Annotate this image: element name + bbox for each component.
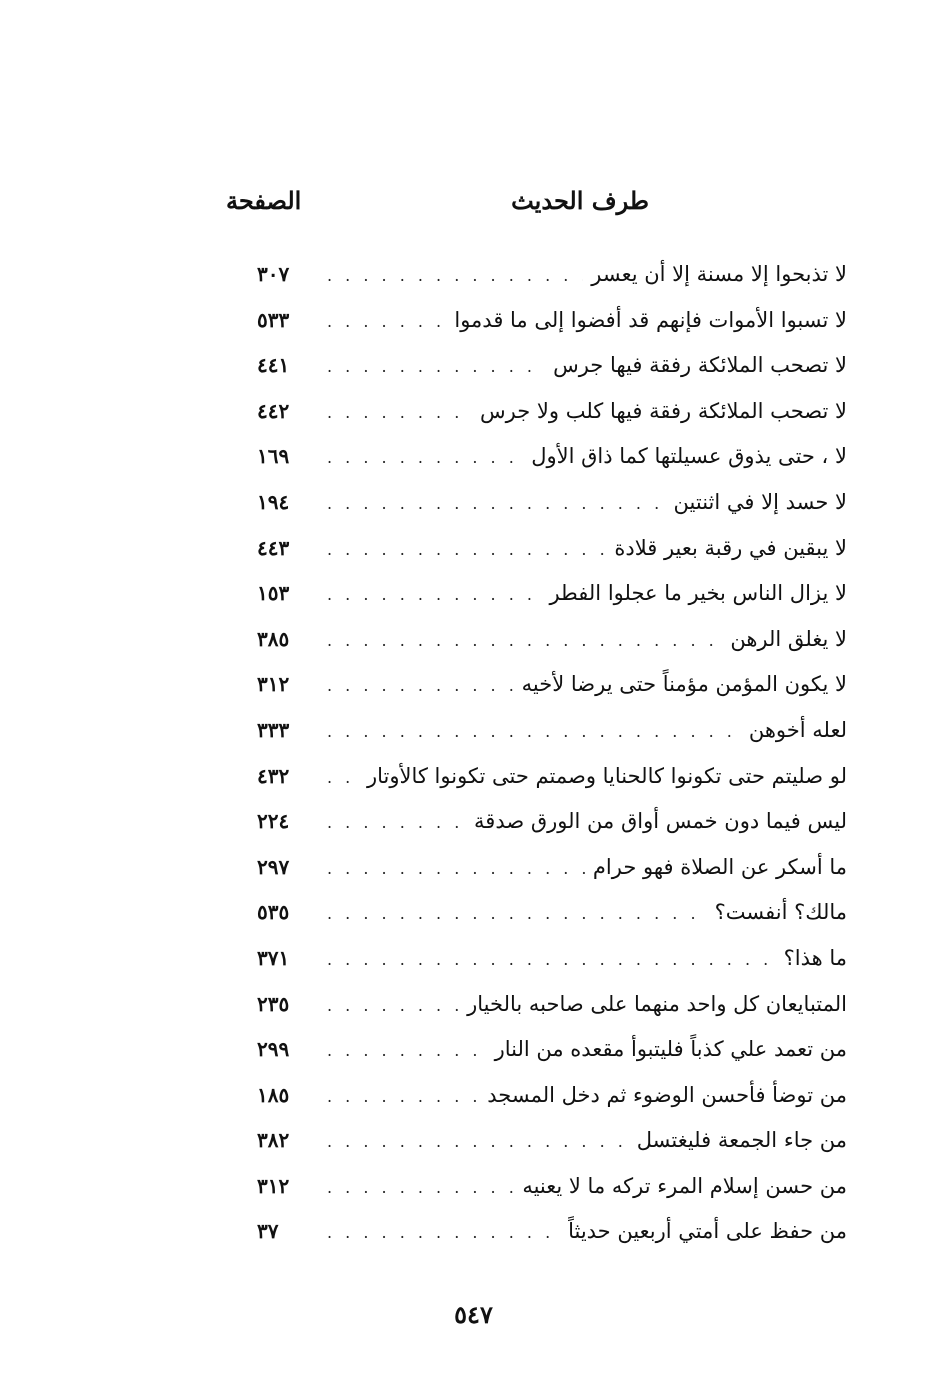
dot-leader bbox=[327, 983, 459, 1029]
hadith-text: من جاء الجمعة فليغتسل bbox=[636, 1128, 847, 1153]
page-column-heading: الصفحة bbox=[226, 186, 302, 215]
index-entry bbox=[257, 1118, 847, 1164]
hadith-text: لو صليتم حتى تكونوا كالحنايا وصمتم حتى تكونوا كالأوتار bbox=[366, 763, 847, 788]
hadith-text: لا يكون المؤمن مؤمناً حتى يرضا لأخيه bbox=[521, 672, 847, 697]
hadith-text: لعله أخوهن bbox=[748, 717, 847, 742]
index-entry bbox=[257, 982, 847, 1028]
dot-leader bbox=[327, 299, 446, 345]
hadith-text: ما أسكر عن الصلاة فهو حرام bbox=[592, 854, 847, 879]
page-reference: ٤٤١ bbox=[257, 353, 290, 378]
dot-leader bbox=[327, 435, 523, 481]
page-reference: ١٩٤ bbox=[257, 489, 290, 514]
hadith-text: من تعمد علي كذباً فليتبوأ مقعده من النار bbox=[494, 1037, 847, 1062]
dot-leader bbox=[327, 618, 722, 664]
dot-leader bbox=[327, 891, 707, 937]
hadith-text: لا حسد إلا في اثنتين bbox=[673, 489, 847, 514]
hadith-text: من توضأ فأحسن الوضوء ثم دخل المسجد bbox=[487, 1082, 847, 1107]
hadith-column-heading: طرف الحديث bbox=[511, 186, 649, 215]
page-reference: ٢٩٧ bbox=[257, 854, 290, 879]
page-reference: ٣٣٣ bbox=[257, 717, 290, 742]
hadith-text: ليس فيما دون خمس أواق من الورق صدقة bbox=[474, 809, 847, 834]
page-reference: ٤٣٢ bbox=[257, 763, 290, 788]
index-entry bbox=[257, 799, 847, 845]
page-reference: ٥٣٣ bbox=[257, 307, 290, 332]
dot-leader bbox=[327, 572, 541, 618]
page-reference: ٤٤٣ bbox=[257, 535, 290, 560]
dot-leader bbox=[327, 846, 585, 892]
page-reference: ٣٨٢ bbox=[257, 1128, 290, 1153]
index-entry bbox=[257, 298, 847, 344]
page-reference: ٢٢٤ bbox=[257, 809, 290, 834]
hadith-text: لا تذبحوا إلا مسنة إلا أن يعسر bbox=[591, 262, 847, 286]
hadith-text: لا تصحب الملائكة رفقة فيها جرس bbox=[553, 353, 847, 378]
hadith-text: لا يغلق الرهن bbox=[730, 626, 847, 651]
page-reference: ٣٠٧ bbox=[257, 262, 290, 286]
index-entry bbox=[257, 1073, 847, 1119]
hadith-text: لا تصحب الملائكة رفقة فيها كلب ولا جرس bbox=[480, 398, 847, 423]
dot-leader bbox=[327, 527, 606, 573]
index-entry bbox=[257, 936, 847, 982]
index-entry bbox=[257, 617, 847, 663]
hadith-text: مالك؟ أنفست؟ bbox=[714, 900, 847, 925]
dot-leader bbox=[327, 709, 741, 755]
dot-leader bbox=[327, 1028, 487, 1074]
index-entry bbox=[257, 1027, 847, 1073]
page-reference: ٣٨٥ bbox=[257, 626, 290, 651]
dot-leader bbox=[327, 663, 514, 709]
index-entry bbox=[257, 1209, 847, 1255]
index-entry bbox=[257, 890, 847, 936]
dot-leader bbox=[327, 1210, 560, 1256]
dot-leader bbox=[327, 253, 583, 299]
index-entry bbox=[257, 845, 847, 891]
index-entry bbox=[257, 662, 847, 708]
index-entry bbox=[257, 343, 847, 389]
dot-leader bbox=[327, 1074, 479, 1120]
index-entry bbox=[257, 571, 847, 617]
page-reference: ٥٣٥ bbox=[257, 900, 290, 925]
dot-leader bbox=[327, 937, 776, 983]
index-entry bbox=[257, 754, 847, 800]
dot-leader bbox=[327, 390, 472, 436]
hadith-text: من حسن إسلام المرء تركه ما لا يعنيه bbox=[522, 1173, 847, 1198]
hadith-text: ما هذا؟ bbox=[783, 945, 847, 970]
hadith-text: المتبايعان كل واحد منهما على صاحبه بالخيار bbox=[467, 991, 847, 1016]
index-entry bbox=[257, 708, 847, 754]
page-reference: ٢٩٩ bbox=[257, 1037, 290, 1062]
hadith-text: لا يبقين في رقبة بعير قلادة bbox=[614, 535, 847, 560]
page-reference: ٤٤٢ bbox=[257, 398, 290, 423]
dot-leader bbox=[327, 481, 666, 527]
hadith-text: لا يزال الناس بخير ما عجلوا الفطر bbox=[549, 581, 847, 606]
dot-leader bbox=[327, 755, 359, 801]
index-header bbox=[100, 186, 847, 226]
hadith-index-list bbox=[257, 252, 847, 1255]
index-entry bbox=[257, 389, 847, 435]
index-entry bbox=[257, 526, 847, 572]
page-reference: ١٦٩ bbox=[257, 444, 290, 469]
page-reference: ٢٣٥ bbox=[257, 991, 290, 1016]
page-reference: ٣١٢ bbox=[257, 672, 290, 697]
index-entry bbox=[257, 1164, 847, 1210]
page-reference: ١٨٥ bbox=[257, 1082, 290, 1107]
hadith-text: لا تسبوا الأموات فإنهم قد أفضوا إلى ما قدموا bbox=[454, 307, 847, 332]
hadith-text: لا ، حتى يذوق عسيلتها كما ذاق الأول bbox=[531, 444, 847, 469]
page-reference: ٣١٢ bbox=[257, 1173, 290, 1198]
dot-leader bbox=[327, 1119, 629, 1165]
index-entry bbox=[257, 480, 847, 526]
page-number: ٥٤٧ bbox=[454, 1300, 493, 1329]
index-entry bbox=[257, 434, 847, 480]
dot-leader bbox=[327, 344, 545, 390]
dot-leader bbox=[327, 800, 466, 846]
page-reference: ٣٧١ bbox=[257, 945, 290, 970]
page-reference: ٣٧ bbox=[257, 1219, 279, 1244]
index-entry bbox=[257, 252, 847, 298]
dot-leader bbox=[327, 1165, 514, 1211]
page-reference: ١٥٣ bbox=[257, 581, 290, 606]
hadith-text: من حفظ على أمتي أربعين حديثاً bbox=[568, 1219, 847, 1244]
